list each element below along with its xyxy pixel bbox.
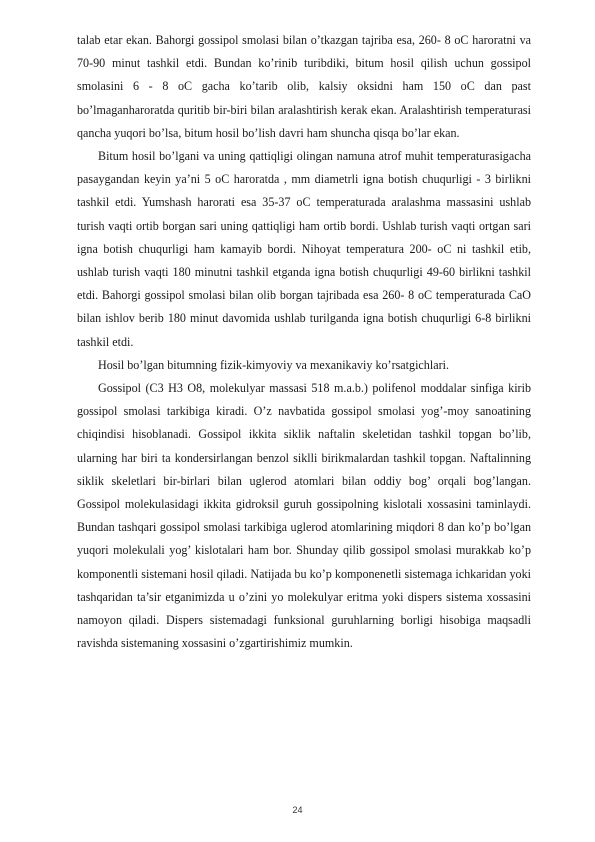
paragraph-gossipol-description: Gossipol (C3 H3 O8, molekulyar massasi 518 m.a.b.) polifenol moddalar sinfiga kirib gossipol smolasi tarkibiga kiradi. O’z navbatida gossipol smolasi yog’-moy sanoatining chiqindisi hisoblanadi. Gossipol ikkita siklik naftalin skeletidan tashkil topgan bo’lib, ularning har biri ta kondersirlangan benzol siklli birikmalardan tashkil topgan. Naftalinning siklik skeletlari bir-birlari bilan uglerod atomlari bilan oddiy bog’ orqali bog’langan. Gossipol molekulasidagi ikkita gidroksil guruh gossipolning kislotali xossasini taminlaydi. Bundan tashqari gossipol smolasi tarkibiga uglerod atomlarining miqdori 8 dan ko’p bo’lgan yuqori molekulali yog’ kislotalari ham bor. Shunday qilib gossipol smolasi murakkab ko’p komponentli sistemani hosil qiladi. Natijada bu ko’p komponenetli sistemaga ichkaridan yoki tashqaridan ta’sir etganimizda u o’zini yo molekulyar eritma yoki dispers sistema xossasini namoyon qiladi. Dispers sistemadagi funksional guruhlarning borligi hisobiga maqsadli ravishda sistemaning xossasini o’zgartirishimiz mumkin. — [77, 381, 531, 651]
paragraph-bitum-hardness: Bitum hosil bo’lgani va uning qattiqligi olingan namuna atrof muhit temperaturasigacha pasaygandan keyin ya’ni 5 oC haroratda , mm diametrli igna botish chuqurligi - 3 birlikni tashkil etdi. Yumshash harorati esa 35-37 oC temperaturada aralashma massasini ushlab turish vaqti ortib borgan sari uning qattiqligi ham ortib bordi. Ushlab turish vaqti ortgan sari igna botish chuqurligi ham kamayib bordi. Nihoyat temperatura 200- oC ni tashkil etib, ushlab turish vaqti 180 minutni tashkil etganda igna botish chuqurligi 49-60 birlikni tashkil etdi. Bahorgi gossipol smolasi bilan olib borgan tajribada esa 260- 8 oC temperaturada CaO bilan ishlov berib 180 minut davomida ushlab turilganda igna botish chuqurligi 6-8 birlikni tashkil etdi. — [77, 149, 531, 349]
paragraph-bitum-formation-conditions: talab etar ekan. Bahorgi gossipol smolasi bilan o’tkazgan tajriba esa, 260- 8 oC haroratni va 70-90 minut tashkil etdi. Bundan ko’rinib turibdiki, bitum hosil qilish uchun gossipol smolasini 6 - 8 oC gacha ko’tarib olib, kalsiy oksidni ham 150 oC dan past bo’lmaganharoratda quritib bir-biri bilan aralashtirish kerak ekan. Aralashtirish temperaturasi qancha yuqori bo’lsa, bitum hosil bo’lish davri ham shuncha qisqa bo’lar ekan. — [77, 33, 531, 140]
page-number: 24 — [292, 805, 303, 815]
paragraph-bitum-properties-heading: Hosil bo’lgan bitumning fizik-kimyoviy va mexanikaviy ko’rsatgichlari. — [98, 357, 449, 372]
page-body — [77, 29, 531, 655]
